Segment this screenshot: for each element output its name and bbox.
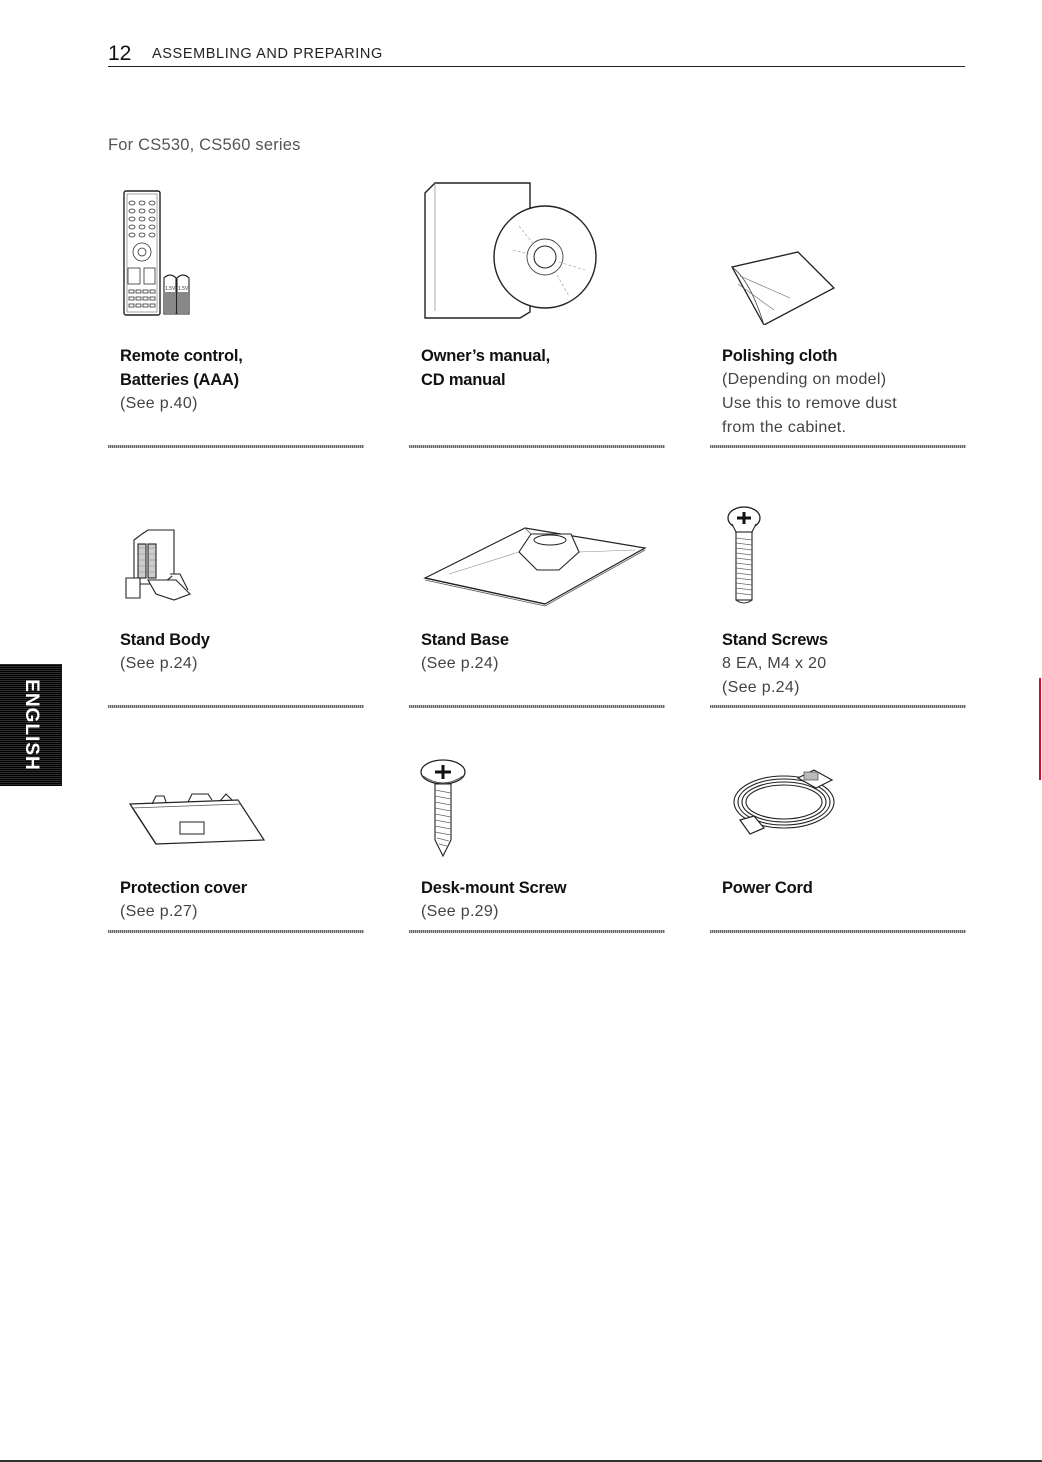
stand-base-icon — [409, 500, 665, 610]
edge-marker — [1039, 678, 1041, 780]
item-divider — [409, 930, 665, 933]
item-divider — [710, 445, 966, 448]
stand-body-icon — [108, 500, 364, 610]
item-remote-control — [108, 180, 364, 452]
language-side-tab — [0, 664, 62, 786]
item-desk-mount-screw — [409, 750, 665, 940]
item-polishing-cloth — [710, 180, 966, 452]
item-note: (See p.27) — [120, 903, 198, 920]
item-note: (Depending on model) — [722, 371, 887, 388]
item-protection-cover — [108, 750, 364, 940]
item-divider — [710, 705, 966, 708]
item-note: (See p.24) — [120, 655, 198, 672]
item-divider — [409, 705, 665, 708]
item-divider — [710, 930, 966, 933]
series-note: For CS530, CS560 series — [108, 136, 301, 154]
section-title: ASSEMBLING AND PREPARING — [152, 46, 383, 62]
item-note: (See p.24) — [421, 655, 499, 672]
item-title: Polishing cloth — [722, 347, 838, 365]
desk-mount-screw-icon — [409, 750, 665, 860]
item-owners-manual — [409, 180, 665, 452]
item-stand-body — [108, 500, 364, 712]
protection-cover-icon — [108, 750, 364, 860]
battery-label: 1.5V — [165, 286, 176, 292]
language-label: ENGLISH — [21, 679, 42, 771]
item-title: Stand Base — [421, 631, 509, 649]
item-note: (See p.24) — [722, 679, 800, 696]
item-title: Stand Body — [120, 631, 210, 649]
item-note: (See p.40) — [120, 395, 198, 412]
item-power-cord — [710, 750, 966, 940]
item-divider — [108, 445, 364, 448]
manual-and-cd-icon — [409, 180, 665, 325]
item-note: Use this to remove dust — [722, 395, 897, 412]
item-divider — [108, 705, 364, 708]
page-number: 12 — [108, 42, 132, 65]
stand-screw-icon — [710, 500, 966, 610]
item-note: 8 EA, M4 x 20 — [722, 655, 827, 672]
item-title: Remote control, Batteries (AAA) — [120, 347, 243, 389]
item-title: Stand Screws — [722, 631, 828, 649]
item-stand-base — [409, 500, 665, 712]
polishing-cloth-icon — [710, 180, 966, 325]
item-title: Protection cover — [120, 879, 248, 897]
item-title: Owner’s manual, CD manual — [421, 347, 551, 389]
item-divider — [409, 445, 665, 448]
battery-label: 1.5V — [178, 286, 189, 292]
item-title: Desk-mount Screw — [421, 879, 567, 897]
power-cord-icon — [710, 750, 966, 860]
item-note: from the cabinet. — [722, 419, 847, 436]
item-stand-screws — [710, 500, 966, 712]
item-divider — [108, 930, 364, 933]
item-note: (See p.29) — [421, 903, 499, 920]
remote-and-batteries-icon — [108, 180, 364, 325]
page-header — [108, 40, 965, 67]
item-title: Power Cord — [722, 879, 813, 897]
